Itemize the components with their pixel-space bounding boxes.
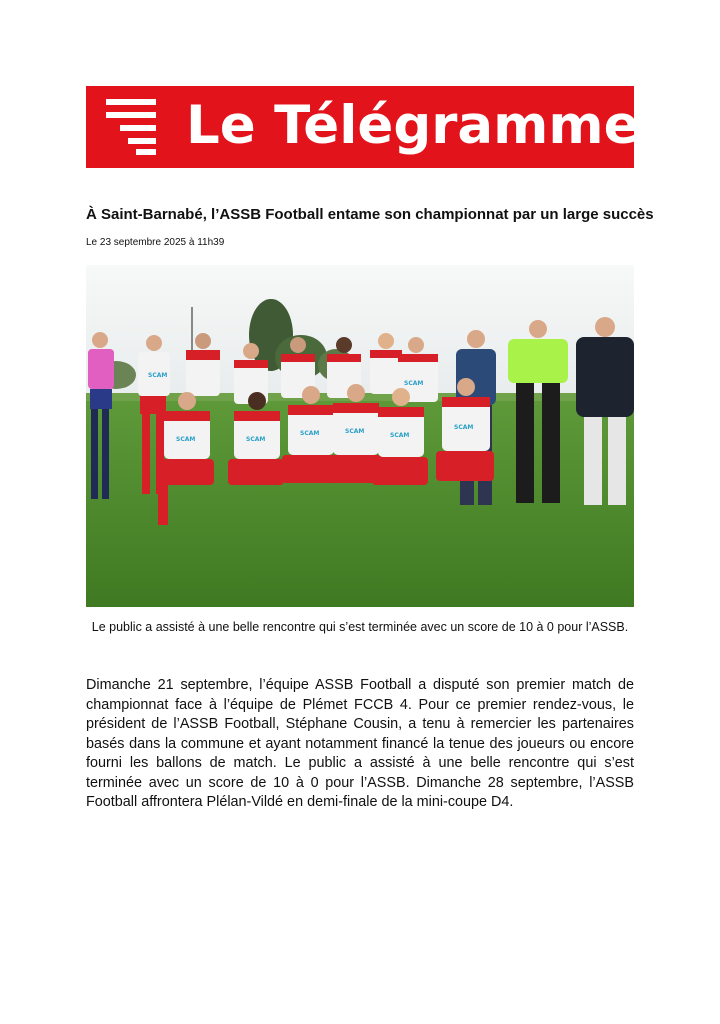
- shirt-logo-label: SCAM: [404, 380, 424, 387]
- telegramme-logo-icon: [106, 99, 156, 155]
- photo-caption: Le public a assisté à une belle rencontre qui s’est terminée avec un score de 10 à 0 pour l’ASSB.: [91, 620, 629, 634]
- brand-name: Le Télégramme: [186, 95, 640, 156]
- shirt-logo-label: SCAM: [300, 430, 320, 437]
- shirt-logo-label: SCAM: [148, 372, 168, 379]
- article-date: Le 23 septembre 2025 à 11h39: [86, 237, 225, 248]
- team-photo: [86, 265, 634, 607]
- shirt-logo-label: SCAM: [345, 428, 365, 435]
- shirt-logo-label: SCAM: [390, 432, 410, 439]
- article-title: À Saint-Barnabé, l’ASSB Football entame son championnat par un large succès: [86, 206, 654, 223]
- masthead-banner[interactable]: [86, 86, 640, 168]
- shirt-logo-label: SCAM: [246, 436, 266, 443]
- shirt-logo-label: SCAM: [454, 424, 474, 431]
- article-body: Dimanche 21 septembre, l’équipe ASSB Football a disputé son premier match de championnat face à l’équipe de Plémet FCCB 4. Pour ce premier rendez-vous, le président de l’ASSB Football, Stéphane Cousin, a tenu à remercier les partenaires basés dans la commune et ayant notamment financé la tenue des joueurs ou encore fourni les ballons de match. Le public a assisté à une belle rencontre qui s’est terminée avec un score de 10 à 0 pour l’ASSB. Dimanche 28 septembre, l’ASSB Football affrontera Plélan-Vildé en demi-finale de la mini-coupe D4.: [86, 677, 634, 810]
- shirt-logo-label: SCAM: [176, 436, 196, 443]
